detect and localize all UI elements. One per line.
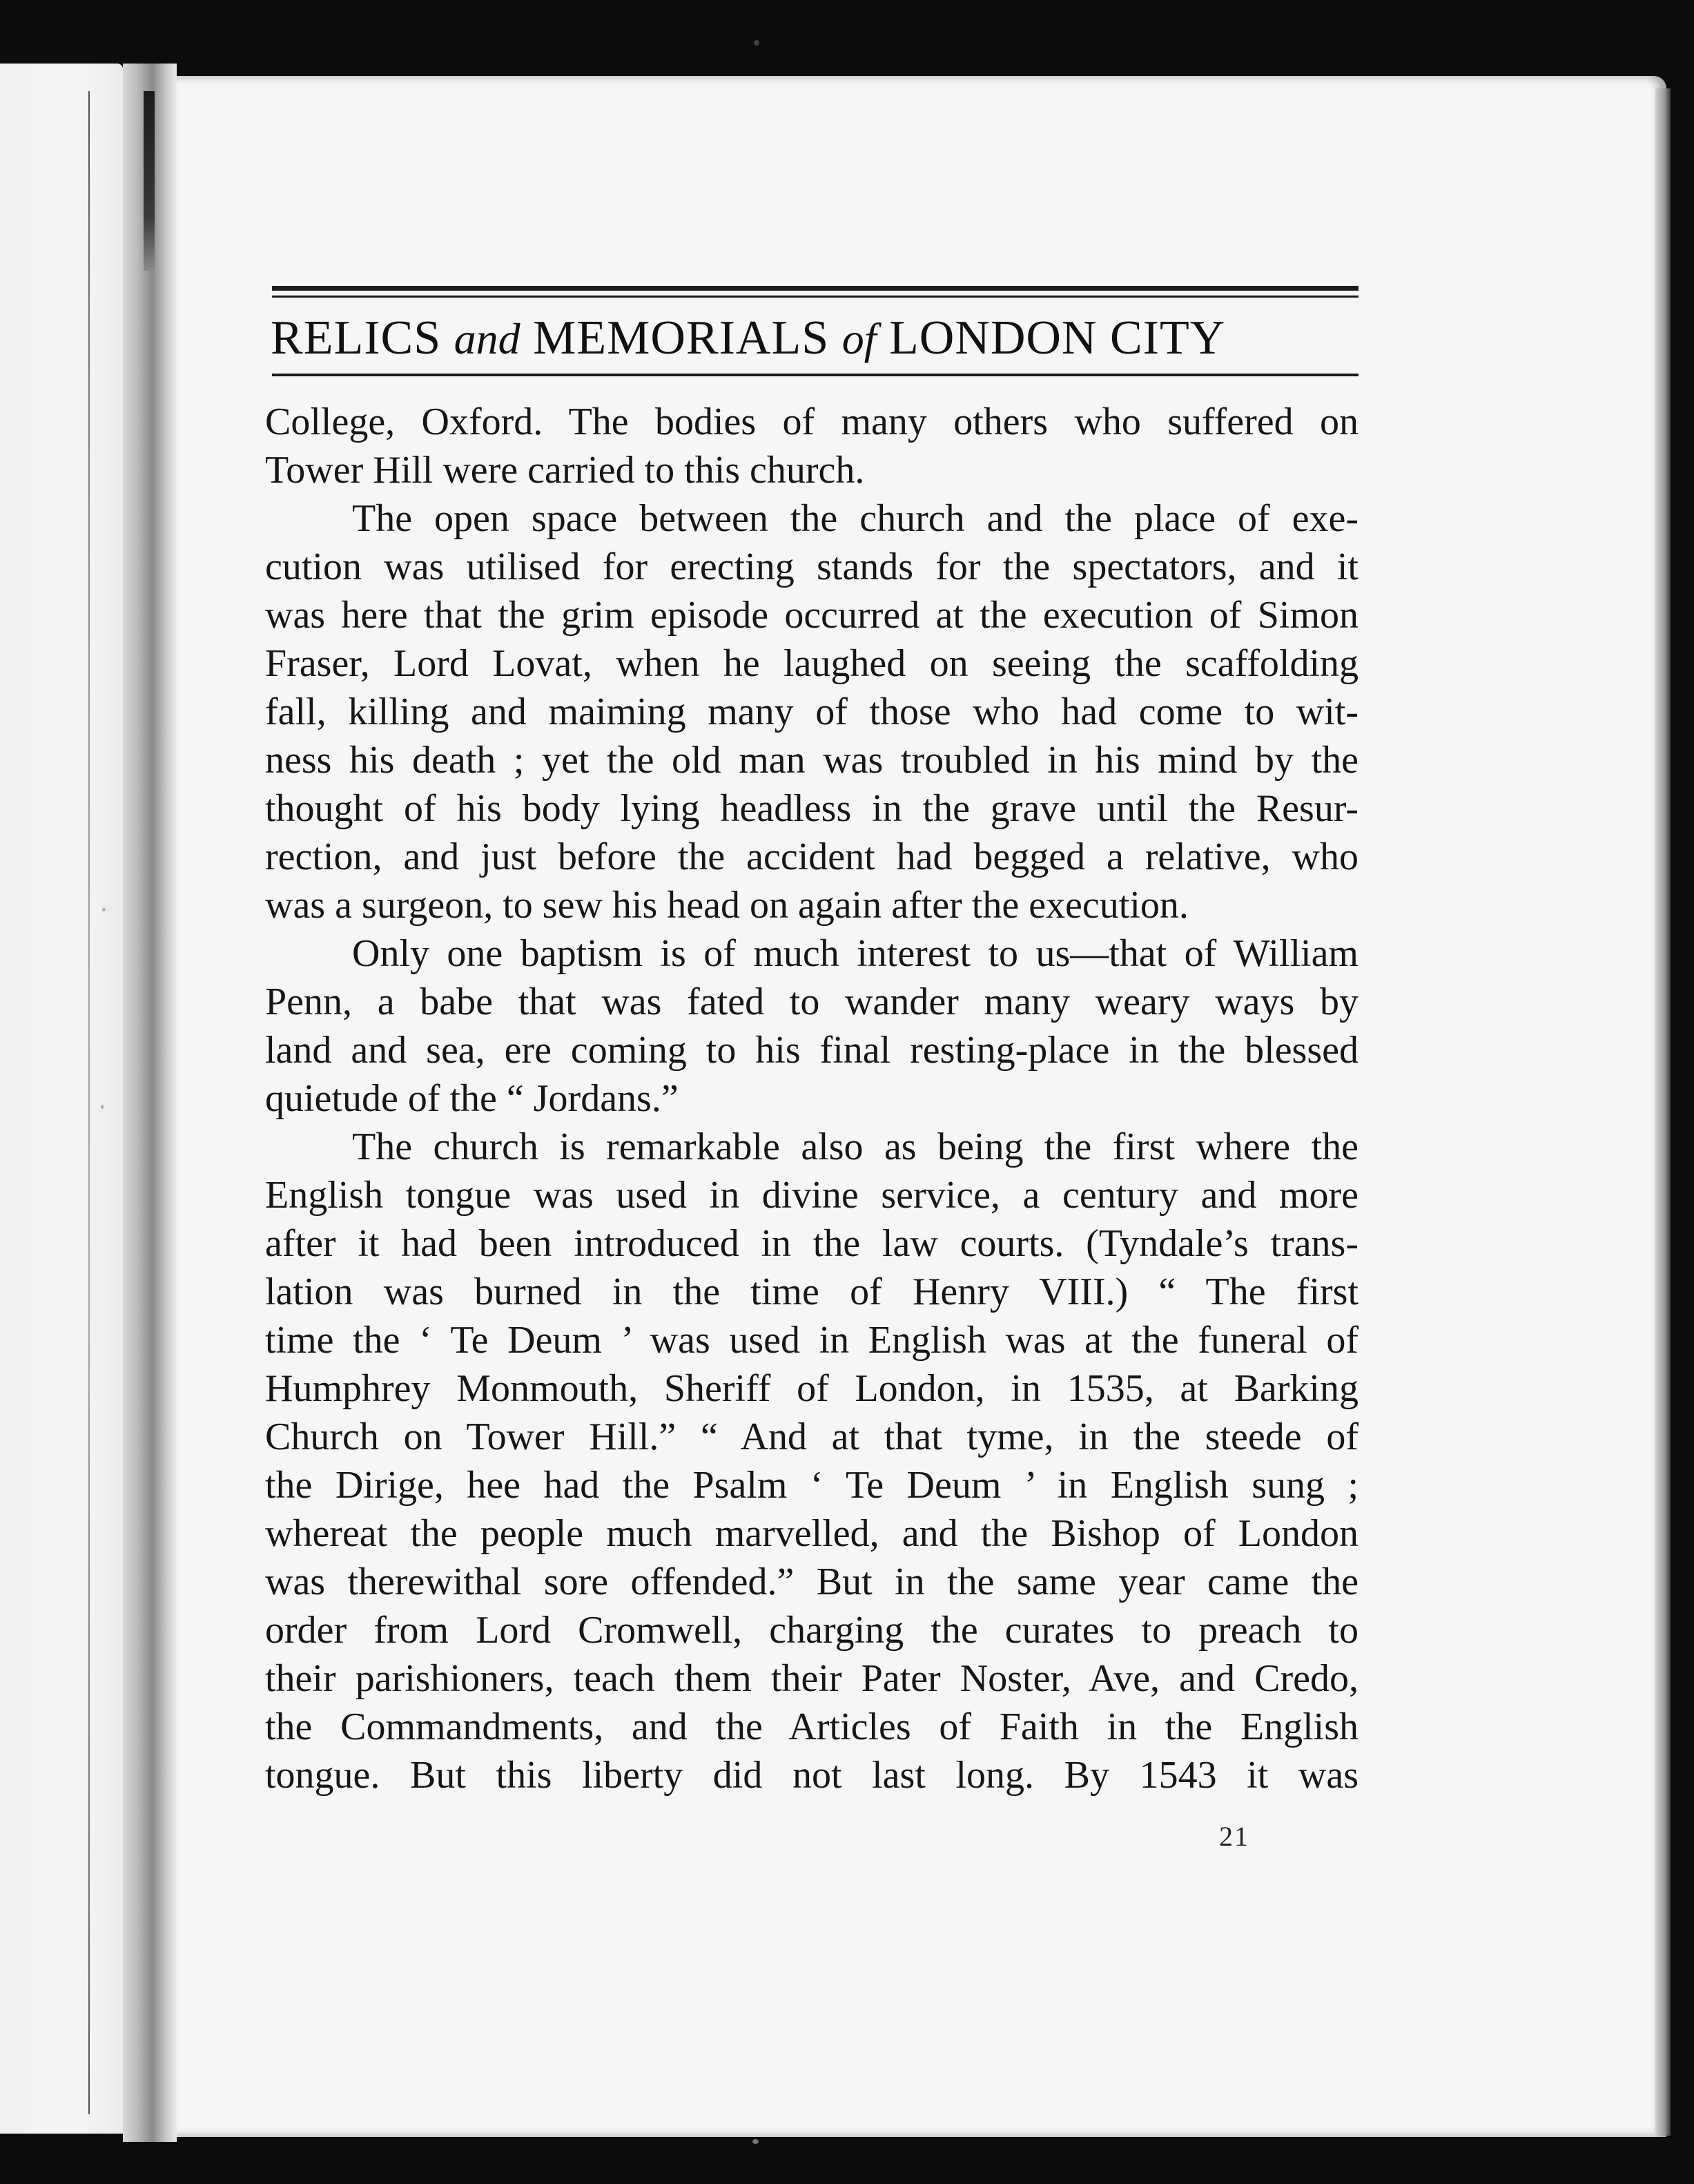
header-rule-top-thin (272, 296, 1359, 298)
text-line: after it had been introduced in the law courts. (Tyndale’s trans- (265, 1222, 1359, 1265)
text-line: quietude of the “ Jordans.” (265, 1077, 679, 1120)
text-line: English tongue was used in divine service, a century and more (265, 1174, 1359, 1217)
book-gutter (123, 64, 177, 2142)
scan-speck (102, 908, 106, 911)
running-head-memorials: MEMORIALS (533, 311, 830, 365)
text-line: order from Lord Cromwell, charging the curates to preach to (265, 1609, 1359, 1652)
left-page-fold-shadow (88, 91, 90, 2114)
text-line: land and sea, ere coming to his final resting-place in the blessed (265, 1029, 1359, 1072)
text-line: fall, killing and maiming many of those who had come to wit- (265, 690, 1359, 733)
text-line: College, Oxford. The bodies of many others who suffered on (265, 400, 1359, 443)
text-line: time the ‘ Te Deum ’ was used in English was at the funeral of (265, 1319, 1359, 1362)
header-rule-top-thick (272, 286, 1359, 291)
text-line: the Dirige, hee had the Psalm ‘ Te Deum ’ in English sung ; (265, 1464, 1359, 1507)
text-line: Penn, a babe that was fated to wander many weary ways by (265, 980, 1359, 1023)
running-head-london-city: LONDON CITY (888, 311, 1226, 365)
text-line: The church is remarkable also as being the first where the (352, 1125, 1359, 1168)
scan-speck (754, 40, 759, 46)
text-line: thought of his body lying headless in the grave until the Resur- (265, 787, 1359, 830)
text-line: was therewithal sore offended.” But in the same year came the (265, 1560, 1359, 1603)
text-line: ness his death ; yet the old man was troubled in his mind by the (265, 739, 1359, 782)
text-line: The open space between the church and the place of exe- (352, 497, 1359, 540)
running-head-and: and (454, 314, 520, 363)
text-line: was here that the grim episode occurred at the execution of Simon (265, 594, 1359, 637)
scan-speck (101, 1105, 104, 1109)
text-line: their parishioners, teach them their Pater Noster, Ave, and Credo, (265, 1657, 1359, 1700)
text-line: tongue. But this liberty did not last long. By 1543 it was (265, 1754, 1359, 1797)
left-page-edge (0, 64, 123, 2134)
running-head (271, 307, 1359, 369)
text-line: rection, and just before the accident had begged a relative, who (265, 835, 1359, 878)
text-line: Tower Hill were carried to this church. (265, 449, 865, 492)
text-line: Humphrey Monmouth, Sheriff of London, in 1535, at Barking (265, 1367, 1359, 1410)
scan-speck (752, 2139, 759, 2144)
text-line: whereat the people much marvelled, and the Bishop of London (265, 1512, 1359, 1555)
running-head-of: of (841, 314, 877, 363)
text-line: Only one baptism is of much interest to us—that of William (352, 932, 1359, 975)
text-line: cution was utilised for erecting stands for the spectators, and it (265, 545, 1359, 588)
page-number: 21 (1219, 1821, 1249, 1852)
text-line: was a surgeon, to sew his head on again after the execution. (265, 884, 1189, 927)
text-line: the Commandments, and the Articles of Faith in the English (265, 1705, 1359, 1748)
gutter-shadow (144, 91, 155, 271)
text-line: Church on Tower Hill.” “ And at that tyme, in the steede of (265, 1415, 1359, 1458)
body-text (265, 398, 1359, 1799)
text-line: Fraser, Lord Lovat, when he laughed on seeing the scaffolding (265, 642, 1359, 685)
right-page-edge (1655, 88, 1671, 2136)
header-rule-bottom (272, 374, 1359, 376)
running-head-relics: RELICS (271, 311, 442, 365)
text-line: lation was burned in the time of Henry VIII.) “ The first (265, 1270, 1359, 1313)
